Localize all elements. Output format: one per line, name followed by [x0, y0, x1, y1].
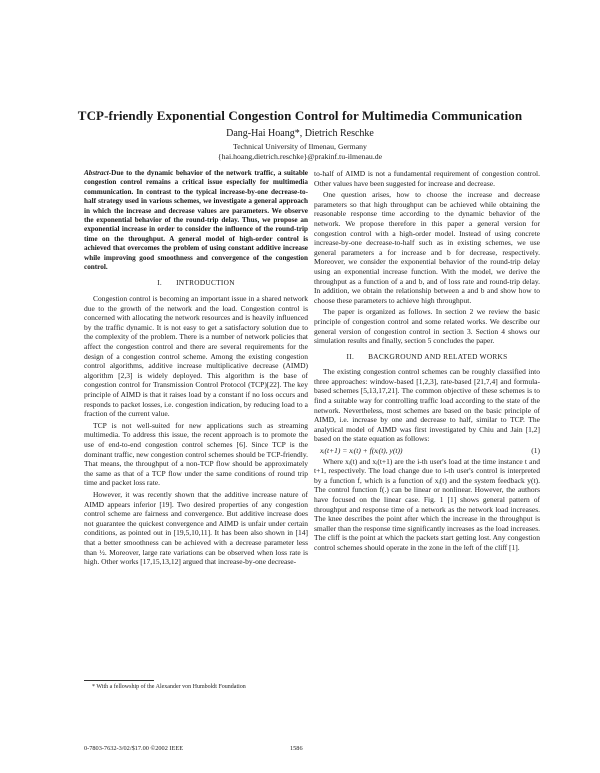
- background-paragraph-2: Where xᵢ(t) and xᵢ(t+1) are the i-th user's load at the time instance t and t+1, respectively. The load change due to i-th user's control is interpreted by a function f, which is a function of xᵢ(t) and the system feedback y(t). The control function f(.) can be linear or nonlinear. However, the authors have focused on the linear case. Fig. 1 [1] shows general pattern of throughput and response time of a network as the network load increases. The knee describes the point after which the increase in the throughput is smaller than the response time significantly increases as the load increases. The cliff is the point at which the packets start getting lost. Any congestion control schemes should operate in the zone in the left of the cliff [1].: [314, 456, 540, 552]
- intro-paragraph-2: TCP is not well-suited for new applications such as streaming multimedia. To address this issue, the recent approach is to promote the use of end-to-end congestion control schemes [6]. Since TCP is the dominant traffic, new congestion control schemes should be TCP-friendly. That means, the throughput of a non-TCP flow should be approximately the same as that of a TCP flow under the same conditions of round trip time and packet loss rate.: [84, 420, 308, 488]
- intro-paragraph-3-continued: to-half of AIMD is not a fundamental requirement of congestion control. Other values have been suggested for increase and decrease.: [314, 169, 540, 188]
- abstract: [84, 169, 308, 272]
- paper-affiliation: [40, 142, 560, 161]
- equation-1: [314, 446, 540, 456]
- background-paragraph-1: The existing congestion control schemes can be roughly classified into three approaches: window-based [1,2,3], rate-based [21,7,4] and formula-based schemes [5,13,17,21]. The common objective of these schemes is to find a suitable way for controlling traffic load according to the state of the network. Nevertheless, most schemes are based on the basic principle of AIMD, i.e. increase by one and decrease to half, similar to TCP. The analytical model of AIMD was first investigated by Chiu and Jain [1,2] based on the state equation as follows:: [314, 367, 540, 444]
- page-number: 1586: [290, 745, 303, 752]
- section-title: INTRODUCTION: [176, 278, 235, 288]
- section-number: I.: [157, 278, 163, 288]
- section-number: II.: [346, 351, 355, 361]
- paper-authors: Dang-Hai Hoang*, Dietrich Reschke: [226, 128, 374, 139]
- abstract-lead: Abstract-: [84, 169, 112, 177]
- right-column: [314, 169, 540, 555]
- equation-body: xᵢ(t+1) = xᵢ(t) + f(xᵢ(t), y(t)): [320, 446, 403, 456]
- footnote: * With a fellowship of the Alexander von Humboldt Foundation: [92, 684, 246, 690]
- intro-paragraph-5: The paper is organized as follows. In section 2 we review the basic principle of congestion control and some related works. We describe our general version of congestion control in section 3. Section 4 shows our simulation results and finally, section 5 concludes the paper.: [314, 307, 540, 346]
- isbn-footer: 0-7803-7632-3/02/$17.00 ©2002 IEEE: [84, 745, 184, 752]
- affiliation-emails: {hai.hoang,dietrich.reschke}@prakinf.tu-ilmenau.de: [217, 151, 383, 161]
- section-title: BACKGROUND AND RELATED WORKS: [368, 351, 508, 361]
- affiliation-line: Technical University of Ilmenau, Germany: [233, 142, 367, 151]
- intro-paragraph-3: However, it was recently shown that the additive increase nature of AIMD appears inferior [19]. Two desired properties of any congestion control scheme are fairness and convergence. But additive increase does not guarantee the quickest convergence and AIMD is unfair under certain conditions, as pointed out in [19,5,10,11]. It has been also shown in [14] that a better smoothness can be achieved with a decrease parameter less than ½. Moreover, large rate variations can be observed when loss rate is high. Other works [17,15,13,12] argued that increase-by-one decrease-: [84, 489, 308, 567]
- section-heading-background: [314, 352, 540, 362]
- intro-paragraph-1: Congestion control is becoming an important issue in a shared network due to the growth of the network and the load. Congestion control is concerned with allocating the network resources and is heavily influenced by the traffic dynamic. It is not easy to get a satisfactory solution due to the complexity of the problem. There is a number of network policies that affect the congestion control and there are several requirements for the design of a congestion control scheme. Among the existing congestion control algorithms, additive increase multiplicative decrease (AIMD) algorithm [2,3] is widely deployed. This algorithm is the base of congestion control for Transmission Control Protocol (TCP)[22]. The key principle of AIMD is that it raises load by a constant if no loss occurs and responds to packet losses, i.e. congestion indication, by reducing load to a fraction of the current value.: [84, 294, 308, 419]
- abstract-text: Due to the dynamic behavior of the network traffic, a suitable congestion control remains a critical issue especially for multimedia communication. In contrast to the typical increase-by-one decrease-to-half strategy used in various schemes, we investigate a general approach in which the increase and decrease values are parameters. We observe the exponential behavior of the round-trip delay. Thus, we propose an exponential increase in order to consider the influence of the round-trip time on the throughput. A general model of high-order control is achieved that overcomes the problem of using constant additive increase while improving good smoothness and convergence of the congestion control.: [84, 169, 308, 272]
- intro-paragraph-4: One question arises, how to choose the increase and decrease parameters so that high throughput can be achieved while obtaining the reasonable response time according to the dynamic behavior of the network. We propose therefore in this paper a general version for congestion control with a high-order model. Instead of using concrete increase-by-one decrease-to-half such as in existing schemes, we use general parameters a for increase and b for decrease, respectively. Moreover, we consider the exponential behavior of the round-trip delay using an exponential increase function. With the model, we derive the throughput as a function of a and b, and of loss rate and round-trip delay. In addition, we obtain the relationship between a and b and show how to choose these parameters to achieve high throughput.: [314, 190, 540, 305]
- section-heading-introduction: [84, 278, 308, 288]
- paper-title: TCP-friendly Exponential Congestion Control for Multimedia Communication: [77, 108, 523, 123]
- left-column: [84, 169, 308, 569]
- footnote-rule: [84, 680, 154, 681]
- equation-number: (1): [531, 446, 540, 456]
